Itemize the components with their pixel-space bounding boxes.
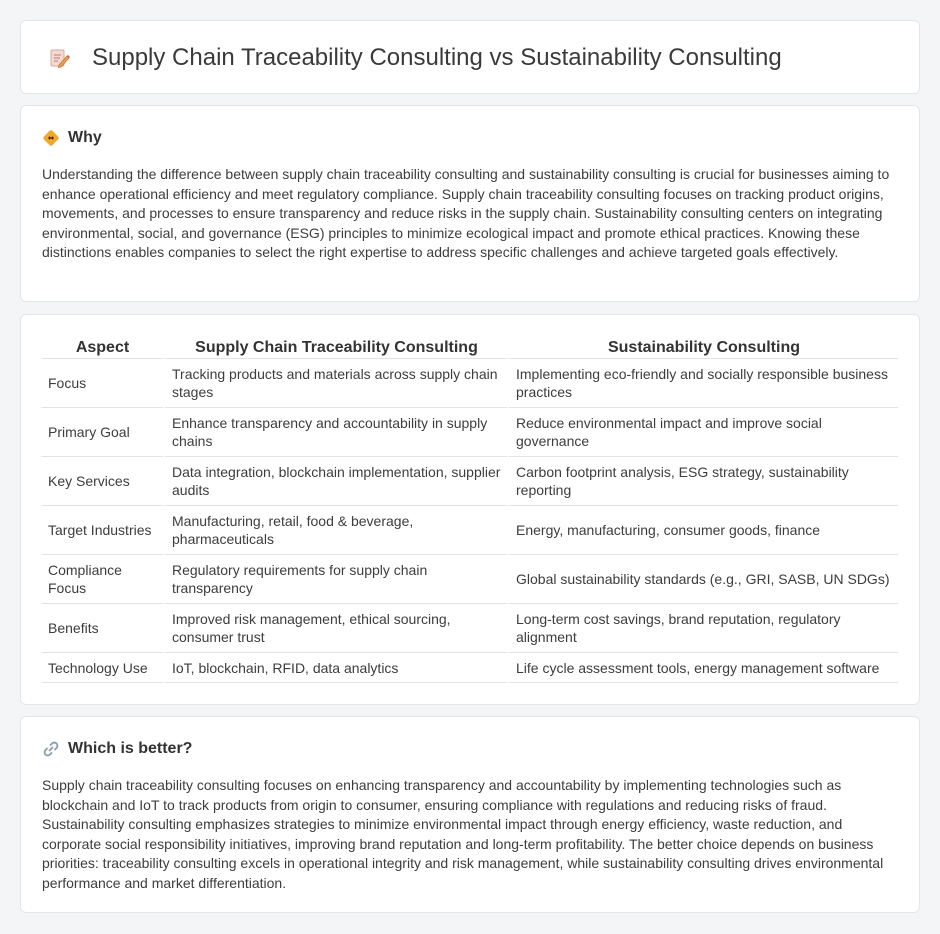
table-row	[42, 604, 898, 653]
row-traceability: Enhance transparency and accountability in supply chains	[163, 408, 507, 457]
row-aspect: Compliance Focus	[42, 555, 163, 604]
why-text: Understanding the difference between supply chain traceability consulting and sustainability consulting is crucial for businesses aiming to enhance operational efficiency and meet regulatory compliance. Supply chain traceability consulting focuses on tracking product origins, movements, and processes to ensure transparency and reduce risks in the supply chain. Sustainability consulting centers on integrating environmental, social, and governance (ESG) principles to minimize ecological impact and promote ethical practices. Knowing these distinctions enables companies to select the right expertise to address specific challenges and achieve targeted goals effectively.	[42, 166, 890, 260]
row-traceability: Improved risk management, ethical sourcing, consumer trust	[163, 604, 507, 653]
comparison-card	[20, 314, 920, 705]
row-aspect: Technology Use	[42, 653, 163, 683]
why-section	[20, 105, 920, 302]
row-aspect: Focus	[42, 359, 163, 408]
better-title: Which is better?	[68, 740, 193, 757]
link-icon	[42, 740, 60, 758]
row-traceability: Regulatory requirements for supply chain transparency	[163, 555, 507, 604]
table-row	[42, 457, 898, 506]
row-aspect: Key Services	[42, 457, 163, 506]
title-card	[20, 20, 920, 94]
row-sustainability: Implementing eco-friendly and socially responsible business practices	[507, 359, 898, 408]
row-aspect: Target Industries	[42, 506, 163, 555]
row-aspect: Primary Goal	[42, 408, 163, 457]
table-row	[42, 408, 898, 457]
diamond-arrows-icon	[42, 129, 60, 147]
row-traceability: IoT, blockchain, RFID, data analytics	[163, 653, 507, 683]
header-traceability: Supply Chain Traceability Consulting	[163, 335, 507, 359]
comparison-table	[42, 335, 898, 683]
better-heading	[42, 739, 192, 759]
header-sustainability: Sustainability Consulting	[507, 335, 898, 359]
table-row	[42, 555, 898, 604]
document-pen-icon	[48, 47, 70, 69]
row-sustainability: Carbon footprint analysis, ESG strategy, sustainability reporting	[507, 457, 898, 506]
better-text: Supply chain traceability consulting focuses on enhancing transparency and accountability by implementing technologies such as blockchain and IoT to track products from origin to consumer, ensuring compliance with regulations and reducing risks of fraud. Sustainability consulting emphasizes strategies to minimize environmental impact through energy efficiency, waste reduction, and corporate social responsibility initiatives, improving brand reputation and long-term profitability. The better choice depends on business priorities: traceability consulting excels in operational integrity and risk management, while sustainability consulting drives environmental performance and market differentiation.	[42, 777, 884, 891]
why-heading	[42, 128, 102, 148]
row-sustainability: Reduce environmental impact and improve social governance	[507, 408, 898, 457]
table-header-row	[42, 335, 898, 359]
row-aspect: Benefits	[42, 604, 163, 653]
why-title: Why	[68, 129, 102, 146]
table-row	[42, 359, 898, 408]
row-sustainability: Long-term cost savings, brand reputation, regulatory alignment	[507, 604, 898, 653]
row-sustainability: Global sustainability standards (e.g., GRI, SASB, UN SDGs)	[507, 555, 898, 604]
which-is-better-section	[20, 716, 920, 913]
row-traceability: Manufacturing, retail, food & beverage, pharmaceuticals	[163, 506, 507, 555]
table-row	[42, 506, 898, 555]
row-sustainability: Energy, manufacturing, consumer goods, finance	[507, 506, 898, 555]
table-row	[42, 653, 898, 683]
row-sustainability: Life cycle assessment tools, energy management software	[507, 653, 898, 683]
row-traceability: Data integration, blockchain implementation, supplier audits	[163, 457, 507, 506]
page-title: Supply Chain Traceability Consulting vs Sustainability Consulting	[92, 44, 782, 71]
row-traceability: Tracking products and materials across supply chain stages	[163, 359, 507, 408]
header-aspect: Aspect	[42, 335, 163, 359]
